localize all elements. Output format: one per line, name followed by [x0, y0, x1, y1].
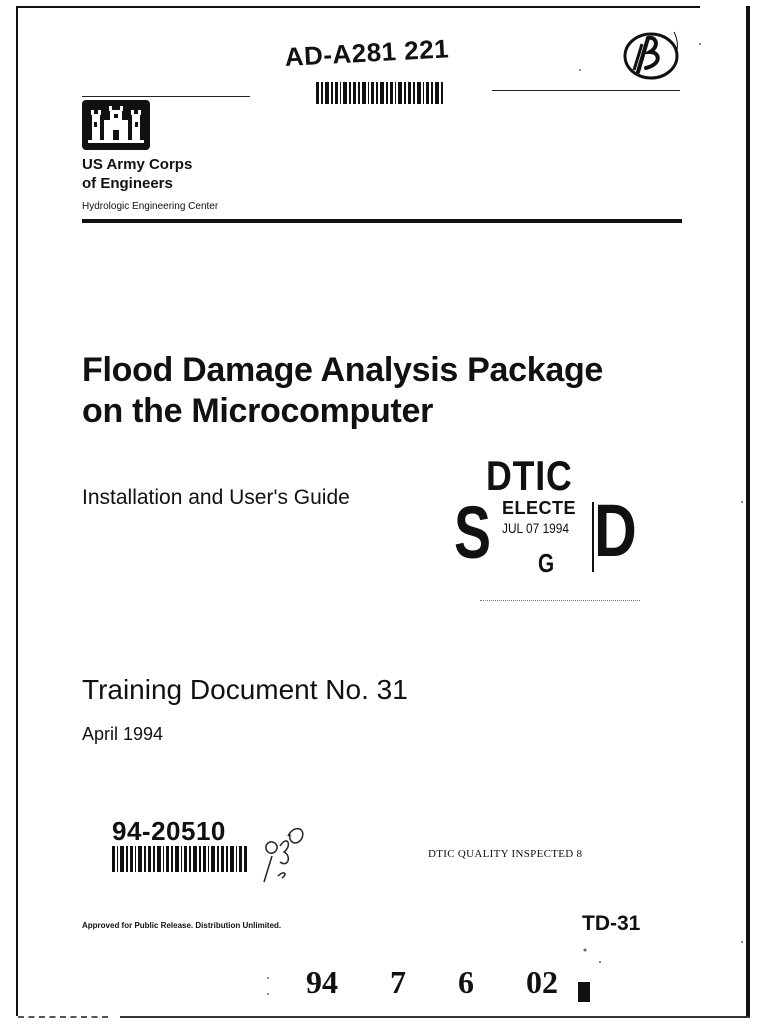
footer-accession-number: 94-20510 [112, 816, 226, 846]
accession-barcode [316, 80, 444, 106]
header-rule-right [492, 90, 680, 91]
document-subtitle: Installation and User's Guide [82, 486, 350, 509]
document-series: Training Document No. 31 [82, 674, 408, 705]
document-title-line1: Flood Damage Analysis Package [82, 351, 604, 389]
document-date: April 1994 [82, 724, 164, 744]
organization-name [82, 155, 192, 193]
header-heavy-rule [82, 219, 682, 223]
page-right-edge [746, 6, 750, 1018]
document-title-line2: on the Microcomputer [82, 392, 434, 430]
dtic-stamp-date: JUL 07 1994 [502, 520, 570, 536]
handwritten-annotation [258, 816, 308, 886]
document-code: TD-31 [582, 912, 641, 935]
organization-name-line2: of Engineers [82, 175, 173, 192]
page-left-edge [16, 6, 18, 1016]
organization-center: Hydrologic Engineering Center [82, 201, 219, 212]
dtic-stamp-letter-g: G [538, 548, 555, 578]
dtic-stamp-letter-d: D [594, 489, 637, 572]
serial-number: 94 7 6 02 [306, 964, 558, 1000]
page-bottom-dash [18, 1016, 108, 1018]
castle-logo-icon [82, 100, 150, 150]
document-title [82, 350, 702, 432]
release-statement: Approved for Public Release. Distribution Unlimited. [82, 921, 282, 930]
header-rule-left [82, 96, 250, 97]
footer-accession-barcode [112, 846, 248, 872]
dtic-stamp-dotted-line [480, 600, 640, 601]
page-top-edge [18, 6, 700, 8]
handwritten-circle-mark [620, 26, 682, 82]
accession-number: AD-A281 221 [284, 33, 450, 72]
organization-name-line1: US Army Corps [82, 156, 193, 173]
page-bottom-edge [120, 1016, 750, 1018]
dtic-stamp-letter-s: S [454, 491, 492, 574]
dtic-stamp-brand: DTIC [486, 452, 573, 499]
dtic-quality-note: DTIC QUALITY INSPECTED 8 [428, 848, 583, 860]
dtic-stamp-status: ELECTE [502, 498, 577, 518]
